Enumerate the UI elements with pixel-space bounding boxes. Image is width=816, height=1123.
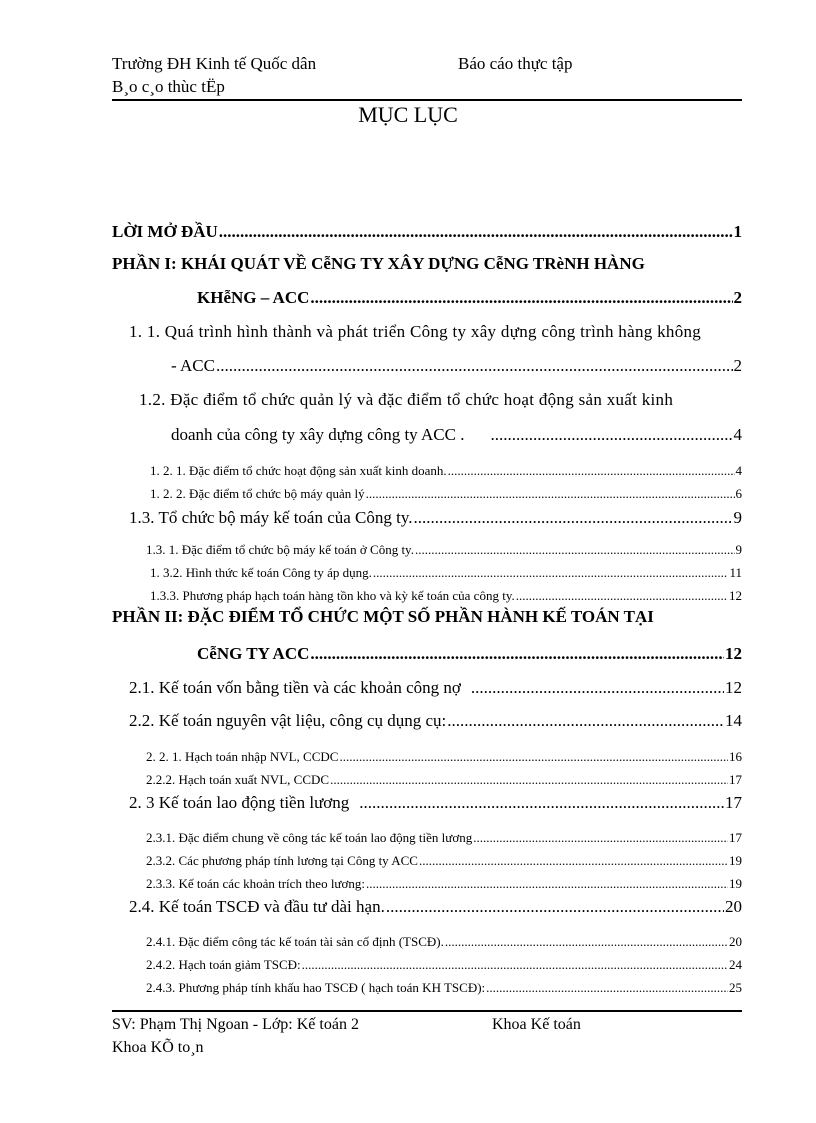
toc-entry-text: 2.3.3. Kế toán các khoản trích theo lương: [146,876,365,891]
toc-entry-text: 2.4.2. Hạch toán giảm TSCĐ: [146,957,301,972]
header-subline: B¸o c¸o thùc tËp [112,77,225,96]
toc-entry [146,980,742,996]
toc-entry-page: 2 [733,288,742,307]
toc-leader [216,356,733,376]
toc-entry-page: 2 [733,356,742,375]
header-report-title: Báo cáo thực tập [458,54,573,73]
toc-entry-text: 1.2. Đặc điểm tổ chức quản lý và đặc điểm tổ chức hoạt động sản xuất kinh [139,390,674,409]
toc-entry [146,542,742,558]
toc-leader [486,980,728,996]
toc-entry [129,322,701,342]
header-school: Trường ĐH Kinh tế Quốc dân [112,54,317,73]
page-title: MỤC LỤC [358,102,458,127]
toc-entry [112,222,742,242]
toc-entry [129,711,742,731]
footer-rule [112,1010,742,1012]
toc-entry-page: 9 [735,542,742,557]
toc-leader [302,957,728,973]
toc-entry [146,853,742,869]
toc-entry-text: CễNG TY ACC [197,644,310,663]
toc-entry [129,897,742,917]
toc-entry-text: PHẦN II: ĐẶC ĐIỂM TỔ CHỨC MỘT SỐ PHẦN HÀNH KẾ TOÁN TẠI [112,607,654,626]
toc-entry [150,486,742,502]
toc-entry-page: 20 [725,897,742,916]
toc-entry-page: 14 [725,711,742,730]
toc-entry [171,425,742,445]
toc-leader [366,486,735,502]
toc-leader [339,749,728,765]
toc-entry [150,463,742,479]
toc-leader [310,288,732,308]
toc-entry-page: 16 [729,749,742,764]
toc-leader [415,542,735,558]
footer-subline: Khoa KÕ to¸n [112,1039,204,1056]
toc-entry [146,957,742,973]
toc-leader [373,565,729,581]
toc-entry-page: 12 [729,588,742,603]
toc-entry [112,607,654,627]
toc-entry-text: PHẦN I: KHÁI QUÁT VỀ CễNG TY XÂY DỰNG CễNG TRèNH HÀNG [112,254,645,273]
toc-entry-text: 2.4. Kế toán TSCĐ và đầu tư dài hạn. [129,897,385,916]
toc-leader [447,711,724,731]
toc-entry-text: 2.1. Kế toán vốn bằng tiền và các khoản công nợ [129,678,461,697]
toc-entry-text: 2.4.3. Phương pháp tính khấu hao TSCĐ ( hạch toán KH TSCĐ): [146,980,486,995]
toc-entry-text: 2.2. Kế toán nguyên vật liệu, công cụ dụng cụ: [129,711,447,730]
toc-entry-page: 6 [735,486,742,501]
toc-leader [310,644,724,664]
toc-leader [386,897,724,917]
toc-entry-text: 1. 3.2. Hình thức kế toán Công ty áp dụng. [150,565,372,580]
toc-entry-text: 1. 2. 2. Đặc điểm tổ chức bộ máy quản lý [150,486,365,501]
toc-entry-text: 2.2.2. Hạch toán xuất NVL, CCDC [146,772,330,787]
toc-entry [129,678,742,698]
toc-leader [366,876,728,892]
toc-entry-text: 2. 3 Kế toán lao động tiền lương [129,793,350,812]
toc-entry-text: 2. 2. 1. Hạch toán nhập NVL, CCDC [146,749,339,764]
toc-entry-text: KHễNG – ACC [197,288,310,307]
toc-leader [471,678,724,698]
toc-entry-page: 25 [729,980,742,995]
header-rule [112,99,742,101]
toc-entry-text: 1. 1. Quá trình hình thành và phát triển Công ty xây dựng công trình hàng không [129,322,702,341]
toc-entry [129,508,742,528]
toc-entry-page: 20 [729,934,742,949]
toc-leader [419,853,728,869]
toc-entry-page: 17 [729,772,742,787]
toc-entry-page: 17 [725,793,742,812]
toc-entry [146,749,742,765]
toc-entry [197,644,742,664]
toc-entry [139,390,673,410]
toc-leader [516,588,728,604]
toc-entry-page: 4 [735,463,742,478]
toc-entry-text: doanh của công ty xây dựng công ty ACC . [171,425,465,444]
toc-entry-page: 12 [725,678,742,697]
toc-leader [490,425,732,445]
toc-entry [171,356,742,376]
toc-entry-text: 2.3.2. Các phương pháp tính lương tại Công ty ACC [146,853,418,868]
toc-entry [146,830,742,846]
toc-leader [445,934,728,950]
toc-entry-page: 11 [729,565,742,580]
toc-leader [219,222,733,242]
toc-entry-text: 1.3.3. Phương pháp hạch toán hàng tồn kho và kỳ kế toán của công ty. [150,588,515,603]
toc-leader [473,830,728,846]
toc-leader [359,793,724,813]
toc-entry-page: 19 [729,853,742,868]
toc-entry [146,772,742,788]
toc-entry-text: 2.3.1. Đặc điểm chung về công tác kế toán lao động tiền lương [146,830,473,845]
toc-entry [150,588,742,604]
toc-leader [330,772,728,788]
toc-entry-text: 1.3. Tổ chức bộ máy kế toán của Công ty. [129,508,413,527]
toc-entry [146,876,742,892]
toc-entry-page: 24 [729,957,742,972]
toc-entry-page: 4 [733,425,742,444]
toc-entry-text: 2.4.1. Đặc điểm công tác kế toán tài sản cố định (TSCĐ). [146,934,444,949]
toc-entry [129,793,742,813]
toc-leader [448,463,735,479]
toc-entry [197,288,742,308]
toc-entry-page: 9 [733,508,742,527]
footer-student: SV: Phạm Thị Ngoan - Lớp: Kế toán 2 [112,1016,359,1033]
toc-entry-page: 1 [733,222,742,241]
toc-entry-text: - ACC [171,356,215,375]
toc-entry [146,934,742,950]
toc-entry-page: 19 [729,876,742,891]
toc-entry [112,254,645,274]
toc-entry-page: 12 [725,644,742,663]
toc-entry-page: 17 [729,830,742,845]
footer-department: Khoa Kế toán [492,1016,581,1033]
toc-entry [150,565,742,581]
toc-entry-text: 1. 2. 1. Đặc điểm tổ chức hoạt động sản xuất kinh doanh. [150,463,447,478]
toc-entry-text: 1.3. 1. Đặc điểm tổ chức bộ máy kế toán ở Công ty. [146,542,414,557]
toc-leader [414,508,733,528]
toc-entry-text: LỜI MỞ ĐẦU [112,222,218,241]
